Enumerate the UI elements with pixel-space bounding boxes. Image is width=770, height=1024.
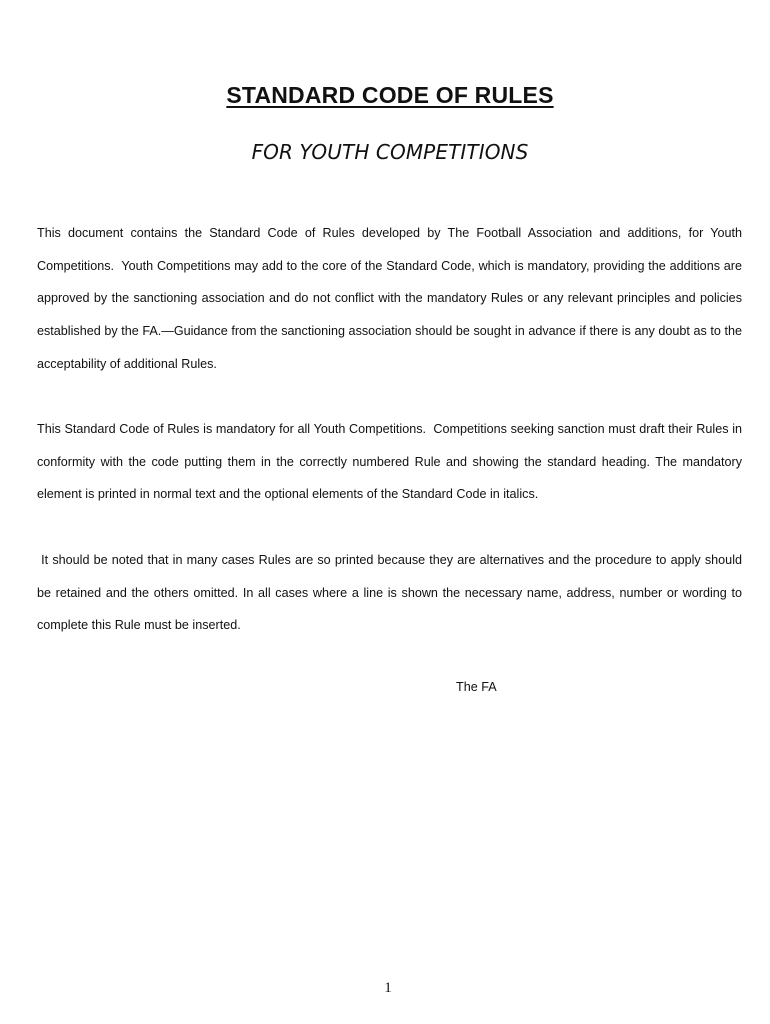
document-title: STANDARD CODE OF RULES	[226, 82, 554, 108]
mandatory-paragraph: This Standard Code of Rules is mandatory for all Youth Competitions. Competitions seeking sanction must draft their Rules in conformity with the code putting them in the correctly numbered Rule and showing the standard heading. The mandatory element is printed in normal text and the optional elements of the Standard Code in italics.	[37, 422, 742, 502]
page-number: 1	[384, 980, 392, 996]
document-subtitle: FOR YOUTH COMPETITIONS	[251, 140, 529, 164]
alternatives-paragraph: It should be noted that in many cases Rules are so printed because they are alternatives and the procedure to apply should be retained and the others omitted. In all cases where a line is shown the necessary name, address, number or wording to complete this Rule must be inserted.	[37, 553, 742, 633]
signature: The FA	[456, 680, 497, 694]
intro-paragraph: This document contains the Standard Code of Rules developed by The Football Association and additions, for Youth Competitions. Youth Competitions may add to the core of the Standard Code, which is mandatory, providing the additions are approved by the sanctioning association and do not conflict with the mandatory Rules or any relevant principles and policies established by the FA.—Guidance from the sanctioning association should be sought in advance if there is any doubt as to the acceptability of additional Rules.	[37, 226, 742, 371]
